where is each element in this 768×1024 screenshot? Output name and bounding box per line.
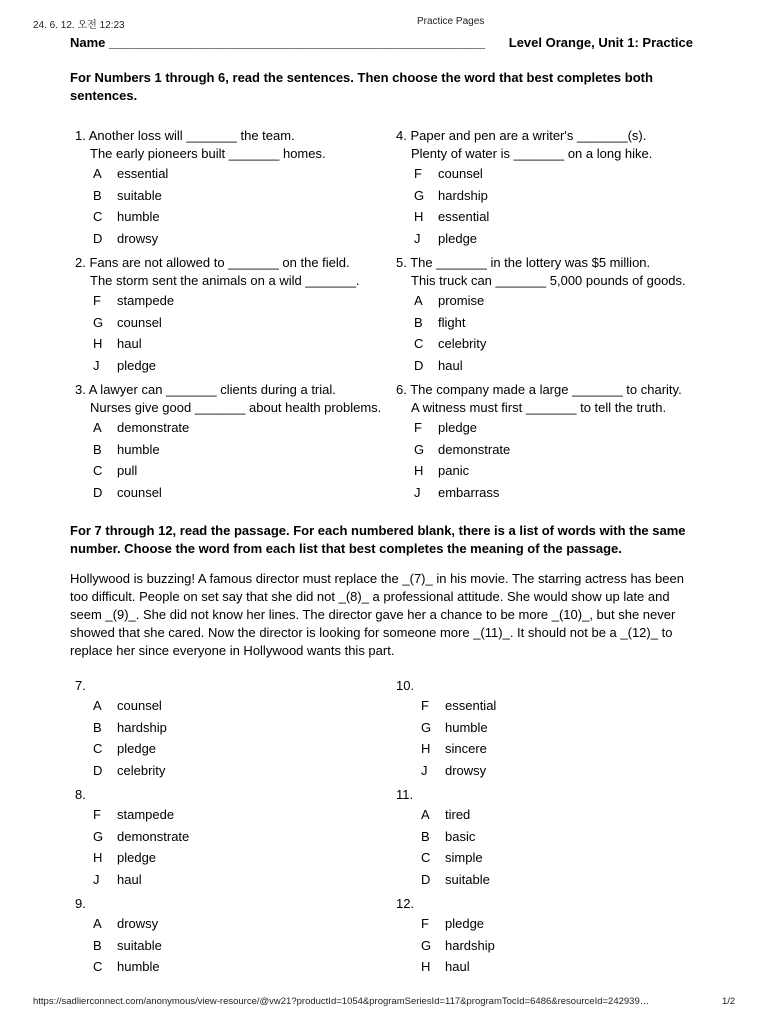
answer-option[interactable]: [75, 717, 167, 739]
option-word: essential: [438, 209, 490, 224]
answer-option[interactable]: [396, 355, 686, 377]
option-word: demonstrate: [117, 828, 190, 844]
name-line: Name ____________________________________________________: [70, 35, 485, 50]
answer-option[interactable]: [396, 228, 652, 250]
option-letter: F: [421, 698, 429, 713]
question-line: Plenty of water is _______ on a long hike.: [411, 146, 653, 161]
question-line: 2. Fans are not allowed to _______ on the field.: [75, 255, 350, 270]
option-letter: C: [93, 463, 103, 478]
answer-option[interactable]: [75, 333, 360, 355]
question-line: 3. A lawyer can _______ clients during a trial.: [75, 382, 336, 397]
answer-option[interactable]: [396, 847, 490, 869]
option-word: pledge: [117, 357, 157, 373]
option-word: sincere: [445, 741, 487, 756]
option-word: demonstrate: [117, 420, 190, 435]
question-3: [75, 381, 381, 503]
answer-option[interactable]: [396, 417, 682, 439]
option-word: counsel: [438, 166, 483, 181]
option-letter: D: [421, 871, 431, 887]
option-letter: B: [414, 314, 423, 330]
answer-option[interactable]: [75, 163, 326, 185]
answer-option[interactable]: [75, 460, 381, 482]
option-word: haul: [445, 959, 470, 974]
answer-option[interactable]: [75, 847, 189, 869]
option-word: simple: [445, 850, 483, 865]
option-word: suitable: [117, 937, 162, 953]
option-word: hardship: [438, 187, 488, 203]
option-word: stampede: [117, 293, 175, 308]
option-word: drowsy: [445, 762, 487, 778]
answer-option[interactable]: [396, 185, 652, 207]
answer-option[interactable]: [396, 869, 490, 891]
answer-option[interactable]: [75, 935, 162, 957]
print-page-number: 1/2: [722, 996, 736, 1007]
option-letter: G: [93, 314, 104, 330]
option-letter: A: [421, 807, 430, 822]
option-word: embarrass: [438, 484, 500, 500]
option-letter: C: [93, 209, 103, 224]
option-word: promise: [438, 293, 485, 308]
answer-option[interactable]: [396, 913, 495, 935]
option-letter: D: [414, 357, 424, 373]
answer-option[interactable]: [75, 695, 167, 717]
option-letter: B: [93, 719, 102, 735]
option-word: essential: [117, 166, 169, 181]
answer-option[interactable]: [75, 185, 326, 207]
option-letter: B: [93, 441, 102, 457]
option-word: drowsy: [117, 916, 159, 931]
print-date: 24. 6. 12. 오전 12:23: [33, 20, 125, 31]
answer-option[interactable]: [75, 869, 189, 891]
option-letter: D: [93, 230, 103, 246]
question-number: 11.: [396, 787, 414, 802]
option-word: stampede: [117, 807, 175, 822]
option-letter: A: [93, 166, 102, 181]
option-letter: C: [421, 850, 431, 865]
answer-option[interactable]: [396, 956, 495, 978]
option-letter: C: [93, 741, 103, 756]
question-line: The storm sent the animals on a wild _______.: [90, 273, 360, 288]
answer-option[interactable]: [75, 913, 162, 935]
option-letter: D: [93, 484, 103, 500]
option-word: celebrity: [117, 762, 166, 778]
option-word: tired: [445, 807, 471, 822]
option-letter: G: [421, 719, 432, 735]
option-letter: H: [93, 336, 103, 351]
answer-option[interactable]: [396, 738, 496, 760]
option-letter: J: [421, 762, 428, 778]
option-word: pledge: [438, 420, 478, 435]
option-word: humble: [445, 719, 488, 735]
answer-option[interactable]: [396, 312, 686, 334]
question-line: A witness must first _______ to tell the truth.: [411, 400, 667, 415]
option-word: haul: [438, 357, 463, 373]
answer-option[interactable]: [75, 760, 167, 782]
answer-option[interactable]: [396, 935, 495, 957]
option-letter: A: [414, 293, 423, 308]
question-8: [75, 786, 189, 890]
option-letter: H: [421, 959, 431, 974]
option-letter: J: [93, 871, 100, 887]
option-letter: G: [414, 441, 425, 457]
option-word: panic: [438, 463, 470, 478]
answer-option[interactable]: [396, 206, 652, 228]
option-word: suitable: [117, 187, 162, 203]
question-line: This truck can _______ 5,000 pounds of goods.: [411, 273, 686, 288]
section2-instruction: For 7 through 12, read the passage. For each numbered blank, there is a list of words with the same number. Choose the word from each list that best completes the meaning of the passage.: [70, 523, 686, 556]
answer-option[interactable]: [75, 956, 162, 978]
answer-option[interactable]: [75, 804, 189, 826]
option-word: humble: [117, 959, 160, 974]
answer-option[interactable]: [75, 417, 381, 439]
answer-option[interactable]: [396, 163, 652, 185]
option-letter: B: [93, 937, 102, 953]
question-line: 4. Paper and pen are a writer's _______(s).: [396, 128, 647, 143]
option-letter: A: [93, 698, 102, 713]
option-letter: F: [414, 166, 422, 181]
question-number: 8.: [75, 787, 86, 802]
option-letter: H: [414, 209, 424, 224]
option-letter: H: [421, 741, 431, 756]
option-letter: F: [93, 807, 101, 822]
option-letter: B: [421, 828, 430, 844]
option-letter: G: [93, 828, 104, 844]
option-letter: C: [414, 336, 424, 351]
print-url: https://sadlierconnect.com/anonymous/view-resource/@vw21?productId=1054&programSeriesId=117&programTocId=6486&resourceId=242939…: [33, 996, 650, 1007]
option-word: haul: [117, 871, 142, 887]
question-1: [75, 127, 326, 249]
option-letter: A: [93, 420, 102, 435]
option-letter: G: [414, 187, 425, 203]
option-letter: J: [414, 230, 421, 246]
question-12: [396, 895, 495, 978]
worksheet-title: Level Orange, Unit 1: Practice: [508, 35, 693, 50]
option-letter: A: [93, 916, 102, 931]
answer-option[interactable]: [75, 206, 326, 228]
option-word: essential: [445, 698, 497, 713]
answer-option[interactable]: [396, 695, 496, 717]
option-word: counsel: [117, 314, 162, 330]
question-11: [396, 786, 490, 890]
option-letter: F: [93, 293, 101, 308]
question-7: [75, 677, 167, 781]
option-letter: H: [414, 463, 424, 478]
question-line: 1. Another loss will _______ the team.: [75, 128, 295, 143]
option-word: suitable: [445, 871, 490, 887]
option-word: flight: [438, 314, 466, 330]
question-9: [75, 895, 162, 978]
option-letter: C: [93, 959, 103, 974]
option-word: hardship: [445, 937, 495, 953]
option-word: haul: [117, 336, 142, 351]
answer-option[interactable]: [396, 460, 682, 482]
print-page-title: Practice Pages: [417, 16, 485, 27]
option-word: hardship: [117, 719, 167, 735]
section1-instruction: For Numbers 1 through 6, read the sentences. Then choose the word that best completes both sentences.: [70, 70, 653, 103]
option-word: demonstrate: [438, 441, 511, 457]
answer-option[interactable]: [396, 439, 682, 461]
option-word: celebrity: [438, 336, 487, 351]
question-number: 12.: [396, 896, 415, 911]
option-word: pull: [117, 463, 138, 478]
answer-option[interactable]: [396, 290, 686, 312]
option-word: pledge: [117, 850, 157, 865]
question-line: 5. The _______ in the lottery was $5 million.: [396, 255, 651, 270]
answer-option[interactable]: [75, 228, 326, 250]
option-word: counsel: [117, 698, 162, 713]
question-line: Nurses give good _______ about health problems.: [90, 400, 382, 415]
option-word: pledge: [445, 916, 485, 931]
question-5: [396, 254, 686, 376]
option-word: humble: [117, 441, 160, 457]
option-letter: J: [414, 484, 421, 500]
answer-option[interactable]: [396, 482, 682, 504]
option-letter: J: [93, 357, 100, 373]
option-word: counsel: [117, 484, 162, 500]
answer-option[interactable]: [396, 333, 686, 355]
answer-option[interactable]: [75, 738, 167, 760]
option-word: pledge: [438, 230, 478, 246]
option-letter: D: [93, 762, 103, 778]
option-letter: B: [93, 187, 102, 203]
question-4: [396, 127, 652, 249]
answer-option[interactable]: [75, 290, 360, 312]
option-letter: G: [421, 937, 432, 953]
reading-passage: Hollywood is buzzing! A famous director must replace the _(7)_ in his movie. The starring actress has been too difficult. People on set say that she did not _(8)_ a professional attitude. She would show up late and seem _(9)_. She did not know her lines. The director gave her a chance to be more _(10)_, but she never showed that she cared. Now the director is looking for someone more _(11)_. It should not be a _(12)_ to replace her since everyone in Hollywood wants this part.: [70, 571, 684, 658]
question-6: [396, 381, 682, 503]
option-letter: H: [93, 850, 103, 865]
answer-option[interactable]: [75, 826, 189, 848]
question-line: The early pioneers built _______ homes.: [90, 146, 326, 161]
option-word: drowsy: [117, 230, 159, 246]
option-word: pledge: [117, 741, 157, 756]
question-number: 9.: [75, 896, 86, 911]
option-letter: F: [421, 916, 429, 931]
answer-option[interactable]: [75, 439, 381, 461]
question-number: 10.: [396, 678, 415, 693]
question-number: 7.: [75, 678, 86, 693]
answer-option[interactable]: [75, 312, 360, 334]
answer-option[interactable]: [396, 826, 490, 848]
option-word: humble: [117, 209, 160, 224]
answer-option[interactable]: [396, 717, 496, 739]
question-10: [396, 677, 496, 781]
answer-option[interactable]: [75, 482, 381, 504]
answer-option[interactable]: [396, 804, 490, 826]
answer-option[interactable]: [396, 760, 496, 782]
answer-option[interactable]: [75, 355, 360, 377]
question-line: 6. The company made a large _______ to charity.: [396, 382, 682, 397]
option-letter: F: [414, 420, 422, 435]
question-2: [75, 254, 360, 376]
option-word: basic: [445, 828, 476, 844]
